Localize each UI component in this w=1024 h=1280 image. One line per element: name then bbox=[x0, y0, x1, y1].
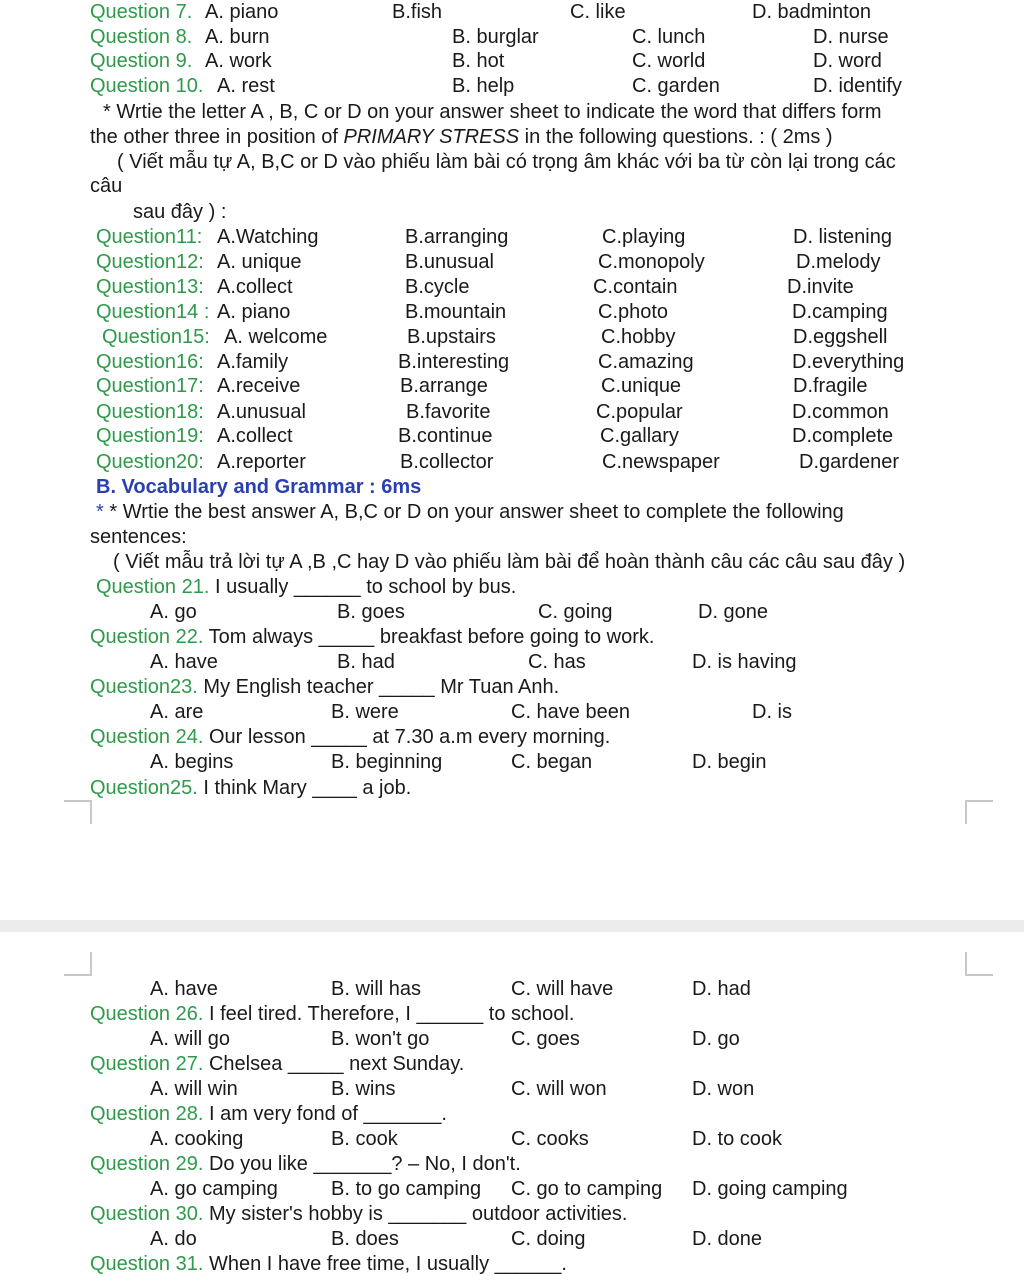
q14-option-a: A. piano bbox=[217, 301, 291, 323]
q18-option-c: C.popular bbox=[596, 401, 683, 423]
page-corner-marker bbox=[965, 800, 993, 824]
q26-stem bbox=[90, 1002, 574, 1026]
q7-option-b: B.fish bbox=[392, 1, 443, 23]
q25-option-a: A. have bbox=[150, 978, 218, 1000]
q11-option-c: C.playing bbox=[602, 226, 686, 248]
bullet: * bbox=[96, 501, 104, 523]
q29-option-d: D. going camping bbox=[692, 1178, 848, 1200]
q28-option-d: D. to cook bbox=[692, 1128, 783, 1150]
q10-option-c: C. garden bbox=[632, 75, 720, 97]
q12-option-c: C.monopoly bbox=[598, 251, 705, 273]
q28-option-b: B. cook bbox=[331, 1128, 398, 1150]
q23-option-d: D. is bbox=[752, 701, 792, 723]
page-corner-marker bbox=[64, 952, 92, 976]
q30-label: Question 30. bbox=[90, 1203, 204, 1225]
q24-option-c: C. began bbox=[511, 751, 593, 773]
grammar-instruction-line2: sentences: bbox=[90, 526, 187, 548]
q27-option-b: B. wins bbox=[331, 1078, 396, 1100]
q22-option-b: B. had bbox=[337, 651, 395, 673]
instruction-text: in the following questions. : ( 2ms ) bbox=[519, 126, 833, 148]
q24-option-b: B. beginning bbox=[331, 751, 443, 773]
q22-option-d: D. is having bbox=[692, 651, 797, 673]
q27-label: Question 27. bbox=[90, 1053, 204, 1075]
q27-option-a: A. will win bbox=[150, 1078, 238, 1100]
q11-option-b: B.arranging bbox=[405, 226, 509, 248]
q28-stem bbox=[90, 1102, 447, 1126]
page-break bbox=[0, 920, 1024, 932]
stress-instruction-vi-line2: câu bbox=[90, 175, 123, 197]
q26-option-c: C. goes bbox=[511, 1028, 580, 1050]
section-b-heading: B. Vocabulary and Grammar : 6ms bbox=[96, 476, 422, 498]
q7-label: Question 7. bbox=[90, 1, 193, 23]
q18-option-a: A.unusual bbox=[217, 401, 306, 423]
q10-option-d: D. identify bbox=[813, 75, 902, 97]
q30-option-b: B. does bbox=[331, 1228, 399, 1250]
q26-option-b: B. won't go bbox=[331, 1028, 430, 1050]
q29-option-b: B. to go camping bbox=[331, 1178, 482, 1200]
q19-label: Question19: bbox=[96, 425, 204, 447]
q13-option-b: B.cycle bbox=[405, 276, 470, 298]
q31-label: Question 31. bbox=[90, 1253, 204, 1275]
q12-option-a: A. unique bbox=[217, 251, 302, 273]
q25-option-c: C. will have bbox=[511, 978, 614, 1000]
stress-instruction-vi-line3: sau đây ) : bbox=[133, 201, 227, 223]
q16-option-a: A.family bbox=[217, 351, 289, 373]
primary-stress-term: PRIMARY STRESS bbox=[343, 126, 520, 148]
q10-option-b: B. help bbox=[452, 75, 515, 97]
q9-option-c: C. world bbox=[632, 50, 706, 72]
q30-option-c: C. doing bbox=[511, 1228, 586, 1250]
q12-option-d: D.melody bbox=[796, 251, 881, 273]
q20-label: Question20: bbox=[96, 451, 204, 473]
q27-stem bbox=[90, 1052, 464, 1076]
q19-option-c: C.gallary bbox=[600, 425, 679, 447]
q29-label: Question 29. bbox=[90, 1153, 204, 1175]
q11-option-d: D. listening bbox=[793, 226, 892, 248]
q7-option-c: C. like bbox=[570, 1, 626, 23]
q26-option-d: D. go bbox=[692, 1028, 740, 1050]
q17-option-b: B.arrange bbox=[400, 375, 488, 397]
stress-instruction-line1: * Wrtie the letter A , B, C or D on your answer sheet to indicate the word that differs form bbox=[103, 101, 882, 123]
grammar-instruction-vi: ( Viết mẫu trả lời tự A ,B ,C hay D vào phiếu làm bài để hoàn thành câu các câu sau đây ) bbox=[113, 551, 906, 573]
q25-stem bbox=[90, 776, 411, 800]
q18-option-d: D.common bbox=[792, 401, 889, 423]
q22-stem bbox=[90, 625, 654, 649]
q23-label: Question23. bbox=[90, 676, 198, 698]
q8-option-d: D. nurse bbox=[813, 26, 889, 48]
q18-label: Question18: bbox=[96, 401, 204, 423]
page-corner-marker bbox=[64, 800, 92, 824]
q14-option-b: B.mountain bbox=[405, 301, 507, 323]
q9-option-b: B. hot bbox=[452, 50, 505, 72]
q15-label: Question15: bbox=[102, 326, 210, 348]
q28-text: I am very fond of _______. bbox=[203, 1103, 447, 1125]
q24-option-a: A. begins bbox=[150, 751, 234, 773]
q26-option-a: A. will go bbox=[150, 1028, 231, 1050]
q21-option-c: C. going bbox=[538, 601, 613, 623]
q19-option-a: A.collect bbox=[217, 425, 293, 447]
instruction-text: the other three in position of bbox=[90, 126, 344, 148]
q24-stem bbox=[90, 725, 610, 749]
q25-option-d: D. had bbox=[692, 978, 751, 1000]
q22-text: Tom always _____ breakfast before going to work. bbox=[203, 626, 655, 648]
q7-option-d: D. badminton bbox=[752, 1, 871, 23]
q20-option-b: B.collector bbox=[400, 451, 494, 473]
q9-label: Question 9. bbox=[90, 50, 193, 72]
q20-option-c: C.newspaper bbox=[602, 451, 720, 473]
q22-option-a: A. have bbox=[150, 651, 218, 673]
q10-label: Question 10. bbox=[90, 75, 204, 97]
q29-stem bbox=[90, 1152, 521, 1176]
q30-option-d: D. done bbox=[692, 1228, 763, 1250]
q25-label: Question25. bbox=[90, 777, 198, 799]
q17-option-a: A.receive bbox=[217, 375, 301, 397]
q25-text: I think Mary ____ a job. bbox=[197, 777, 412, 799]
q21-option-d: D. gone bbox=[698, 601, 769, 623]
q23-text: My English teacher _____ Mr Tuan Anh. bbox=[197, 676, 560, 698]
q13-option-a: A.collect bbox=[217, 276, 293, 298]
q24-text: Our lesson _____ at 7.30 a.m every morning. bbox=[203, 726, 611, 748]
q24-label: Question 24. bbox=[90, 726, 204, 748]
q18-option-b: B.favorite bbox=[406, 401, 491, 423]
q28-label: Question 28. bbox=[90, 1103, 204, 1125]
q10-option-a: A. rest bbox=[217, 75, 275, 97]
stress-instruction-line2 bbox=[90, 125, 833, 149]
q27-option-d: D. won bbox=[692, 1078, 755, 1100]
q12-label: Question12: bbox=[96, 251, 204, 273]
q13-label: Question13: bbox=[96, 276, 204, 298]
q11-label: Question11: bbox=[96, 226, 203, 248]
q21-stem bbox=[96, 575, 516, 599]
q23-option-b: B. were bbox=[331, 701, 399, 723]
q20-option-a: A.reporter bbox=[217, 451, 306, 473]
q27-text: Chelsea _____ next Sunday. bbox=[203, 1053, 465, 1075]
q30-option-a: A. do bbox=[150, 1228, 197, 1250]
q9-option-a: A. work bbox=[205, 50, 272, 72]
q22-option-c: C. has bbox=[528, 651, 586, 673]
q16-option-b: B.interesting bbox=[398, 351, 510, 373]
q17-option-c: C.unique bbox=[601, 375, 682, 397]
q21-option-a: A. go bbox=[150, 601, 197, 623]
q15-option-a: A. welcome bbox=[224, 326, 328, 348]
q28-option-a: A. cooking bbox=[150, 1128, 244, 1150]
q14-option-c: C.photo bbox=[598, 301, 669, 323]
q30-stem bbox=[90, 1202, 627, 1226]
q31-stem bbox=[90, 1252, 567, 1276]
q15-option-b: B.upstairs bbox=[407, 326, 496, 348]
q23-stem bbox=[90, 675, 559, 699]
q24-option-d: D. begin bbox=[692, 751, 767, 773]
q16-option-c: C.amazing bbox=[598, 351, 694, 373]
q30-text: My sister's hobby is _______ outdoor activities. bbox=[203, 1203, 628, 1225]
q29-option-a: A. go camping bbox=[150, 1178, 278, 1200]
q26-label: Question 26. bbox=[90, 1003, 204, 1025]
q19-option-b: B.continue bbox=[398, 425, 493, 447]
q12-option-b: B.unusual bbox=[405, 251, 494, 273]
q8-label: Question 8. bbox=[90, 26, 193, 48]
q16-option-d: D.everything bbox=[792, 351, 905, 373]
q13-option-d: D.invite bbox=[787, 276, 854, 298]
stress-instruction-vi-line1: ( Viết mẫu tự A, B,C or D vào phiếu làm bài có trọng âm khác với ba từ còn lại trong các bbox=[117, 151, 896, 173]
q16-label: Question16: bbox=[96, 351, 204, 373]
q22-label: Question 22. bbox=[90, 626, 204, 648]
q25-option-b: B. will has bbox=[331, 978, 422, 1000]
q29-text: Do you like _______? – No, I don't. bbox=[203, 1153, 521, 1175]
q23-option-c: C. have been bbox=[511, 701, 630, 723]
q13-option-c: C.contain bbox=[593, 276, 678, 298]
q21-label: Question 21. bbox=[96, 576, 210, 598]
q15-option-c: C.hobby bbox=[601, 326, 676, 348]
q14-option-d: D.camping bbox=[792, 301, 888, 323]
q8-option-a: A. burn bbox=[205, 26, 270, 48]
q28-option-c: C. cooks bbox=[511, 1128, 589, 1150]
q17-option-d: D.fragile bbox=[793, 375, 868, 397]
page-corner-marker bbox=[965, 952, 993, 976]
q31-text: When I have free time, I usually ______. bbox=[203, 1253, 567, 1275]
q11-option-a: A.Watching bbox=[217, 226, 319, 248]
q20-option-d: D.gardener bbox=[799, 451, 900, 473]
q8-option-b: B. burglar bbox=[452, 26, 539, 48]
q17-label: Question17: bbox=[96, 375, 204, 397]
q14-label: Question14 : bbox=[96, 301, 210, 323]
q27-option-c: C. will won bbox=[511, 1078, 607, 1100]
q15-option-d: D.eggshell bbox=[793, 326, 888, 348]
grammar-instruction-text: * Wrtie the best answer A, B,C or D on your answer sheet to complete the following bbox=[109, 501, 844, 523]
q21-text: I usually ______ to school by bus. bbox=[209, 576, 517, 598]
q9-option-d: D. word bbox=[813, 50, 882, 72]
q23-option-a: A. are bbox=[150, 701, 204, 723]
q8-option-c: C. lunch bbox=[632, 26, 706, 48]
q29-option-c: C. go to camping bbox=[511, 1178, 663, 1200]
q19-option-d: D.complete bbox=[792, 425, 894, 447]
q21-option-b: B. goes bbox=[337, 601, 405, 623]
q26-text: I feel tired. Therefore, I ______ to school. bbox=[203, 1003, 575, 1025]
q7-option-a: A. piano bbox=[205, 1, 279, 23]
grammar-instruction-line1 bbox=[96, 500, 844, 524]
